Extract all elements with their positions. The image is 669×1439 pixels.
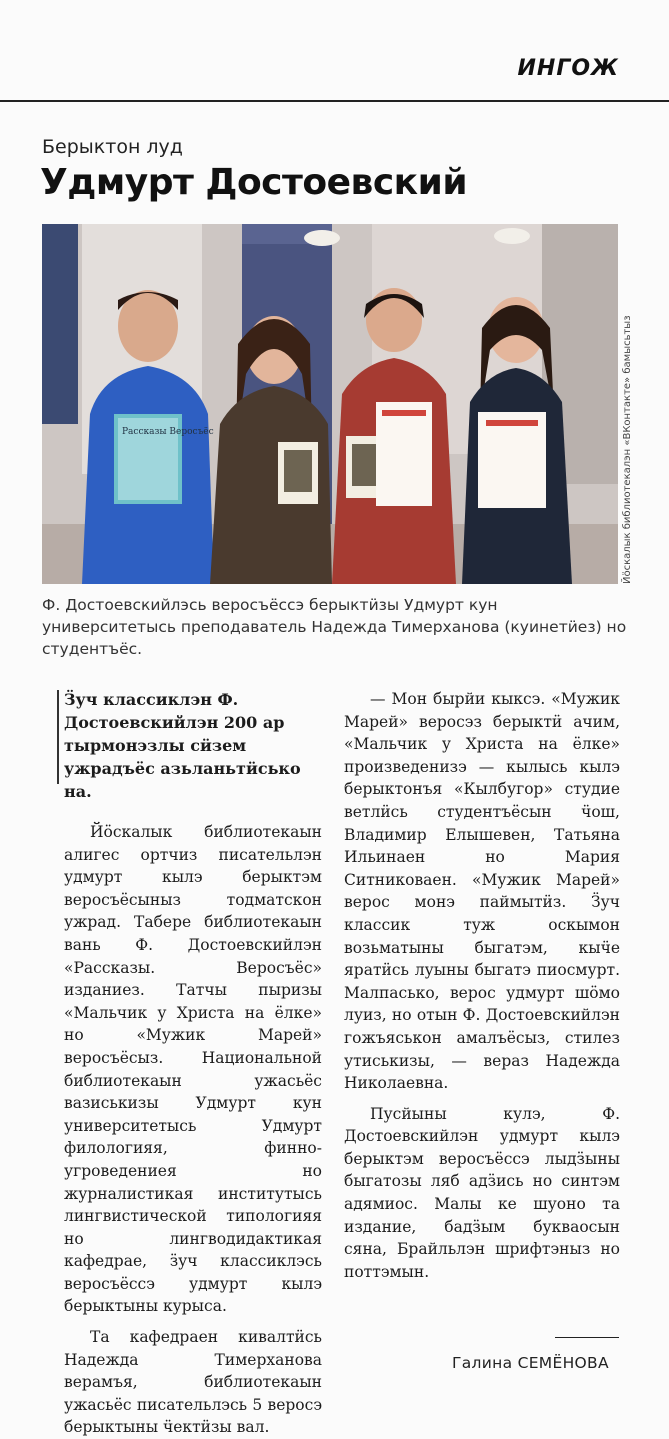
magazine-masthead (0, 0, 669, 102)
article-paragraph: Та кафедраен кивалтӥсь Надежда Тимерханова верамъя, библиотекаын ужасьёс писательлэсь 5 веросэ берыктыны ӵектӥзы вал. (64, 1328, 322, 1437)
article-lead: Ӟуч классиклэн Ф. Достоевскийлэн 200 ар тырмонэзлы сӥзем ужрадъёс азьланьтӥсько на. (64, 690, 301, 801)
author-signature: Галина СЕМЁНОВА (452, 1354, 609, 1372)
article-paragraph: Йӧскалык библиотекаын алигес ортчиз писательлэн удмурт кылэ берыктэм веросъёсыныз тодматскон ужрад. Табере библиотекаын вань Ф. Достоевскийлэн «Рассказы. Веросъёс» изданиез. Татчы пыризы «Мальчик у Христа на ёлке» но «Мужик Марей» веросъёсыз. Национальной библиотекаын ужасьёс вазиськизы Удмурт кун университетысь Удмурт филологияя, финно-угроведениея но журналистикая институтысь лингвистической типологияя но лингводидактикая кафедрае, ӟуч классиклэсь веросъёссэ удмурт кылэ берыктыны курыса. (64, 823, 322, 1316)
article-photo (42, 224, 618, 584)
photo-credit: Йӧскалык библиотекалэн «ВКонтакте» бамысьтыз (622, 315, 633, 584)
lead-accent-bar (57, 690, 59, 784)
group-photo-illustration (42, 224, 618, 584)
article-paragraph: — Мон бырйи кыксэ. «Мужик Марей» веросэз берыктӥ ачим, «Мальчик у Христа на ёлке» произведенизэ — кылысь кылэ берыктонъя «Кылбугор» студие ветлӥсь студентъёсын ӵош, Владимир Елышевен, Татьяна Ильинаен но Мария Ситниковаен. «Мужик Марей» верос монэ паймытӥз. Ӟуч классик туж оскымон возьматыны быгатэм, кыӵе яратӥсь луыны быгатэ пиосмурт. Малпасько, верос удмурт шӧмо луиз, но отын Ф. Достоевскийлэн гожъяськон амалъёсыз, стилез утиськизы, — вераз Надежда Николаевна. (344, 690, 620, 1093)
article-rubric: Берыктон луд (42, 136, 183, 158)
article-paragraph: Пусйыны кулэ, Ф. Достоевскийлэн удмурт кылэ берыктэм веросъёссэ лыдӟыны быгатозы ляб адӟись но синтэм адямиос. Малы ке шуоно та издание, бадӟым букваосын сяна, Брайльлэн шрифтэныз но поттэмын. (344, 1104, 620, 1281)
header-rule (0, 100, 669, 102)
article-column-left (64, 688, 322, 1439)
photo-caption: Ф. Достоевскийлэсь веросъёссэ берыктӥзы Удмурт кун университетысь преподаватель Надежда Тимерханова (куинетӥез) но студентъёс. (42, 596, 627, 658)
article-column-right (344, 688, 620, 1283)
book-title-text: Рассказы Веросъёс (122, 427, 214, 437)
signature-rule (555, 1337, 619, 1338)
article-headline: Удмурт Достоевский (40, 162, 468, 203)
magazine-logo: ИНГОЖ (517, 56, 619, 81)
